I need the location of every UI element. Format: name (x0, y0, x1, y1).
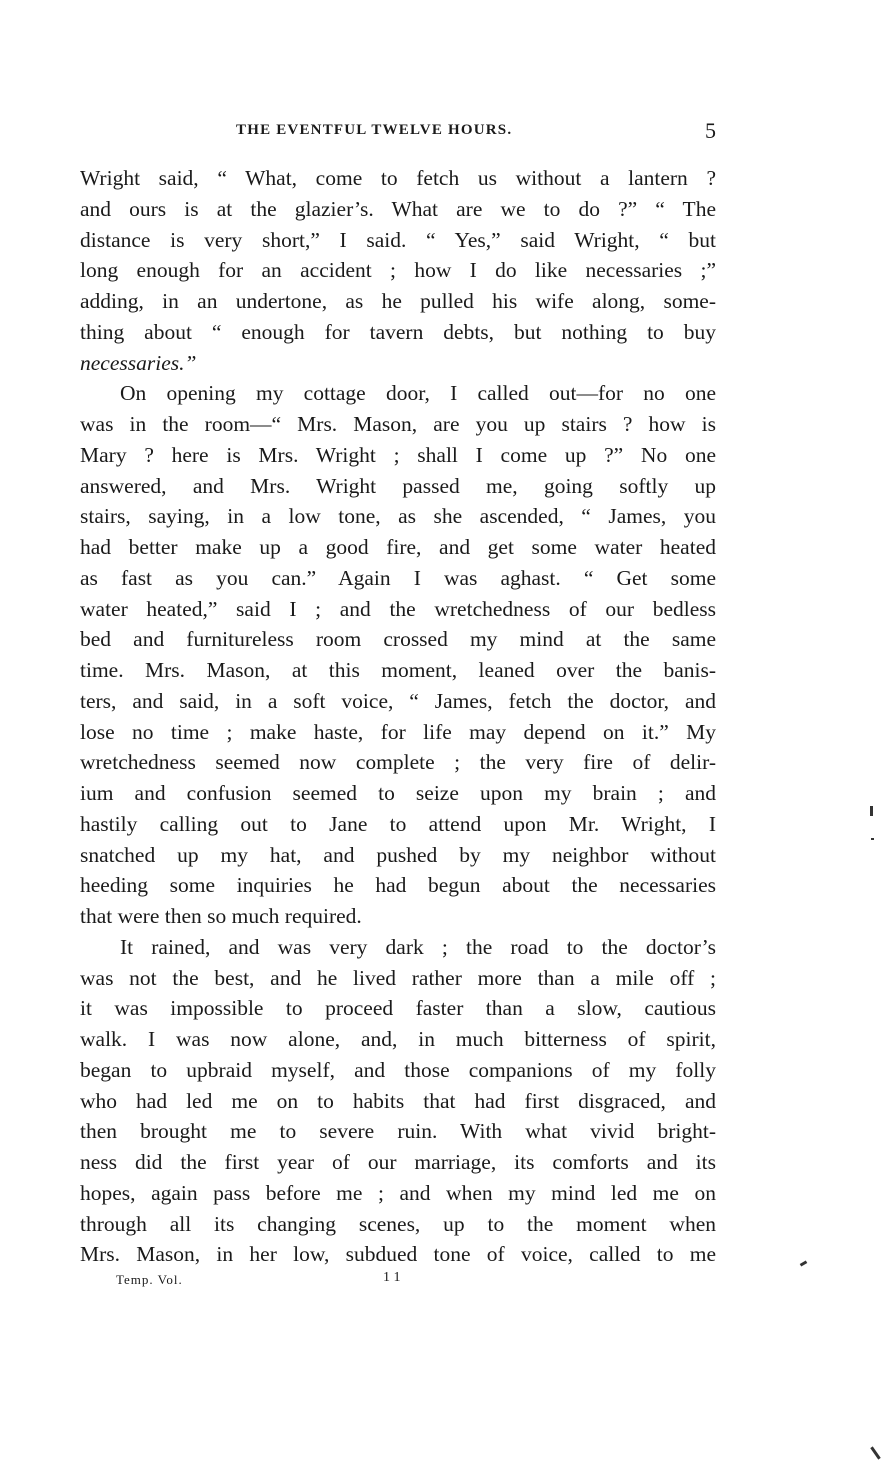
scan-speck (871, 838, 874, 840)
body-text (80, 163, 716, 1270)
text-line: heeding some inquiries he had begun about the necessaries (80, 873, 716, 898)
text-line: answered, and Mrs. Wright passed me, going softly up (80, 473, 716, 498)
text-line: hastily calling out to Jane to attend upon Mr. Wright, I (80, 811, 716, 836)
text-line: walk. I was now alone, and, in much bitterness of spirit, (80, 1027, 716, 1051)
text-line: it was impossible to proceed faster than a slow, cautious (80, 996, 716, 1021)
text-line: long enough for an accident ; how I do like necessaries ;” (80, 258, 716, 283)
text-line: that were then so much required. (80, 904, 362, 928)
paragraph-start: It rained, and was very dark ; the road to the doctor’s (120, 934, 716, 959)
text-line: snatched up my hat, and pushed by my neighbor without (80, 842, 716, 867)
paragraph-start: On opening my cottage door, I called out—for no one (120, 381, 716, 406)
scan-speck (870, 1446, 880, 1459)
text-line: lose no time ; make haste, for life may depend on it.” My (80, 719, 716, 744)
scan-speck (870, 806, 873, 816)
text-line: who had led me on to habits that had first disgraced, and (80, 1088, 716, 1113)
text-line: bed and furnitureless room crossed my mind at the same (80, 627, 716, 652)
text-line: began to upbraid myself, and those companions of my folly (80, 1057, 716, 1082)
signature-mark: 1 1 (383, 1270, 401, 1285)
text-line: and ours is at the glazier’s. What are we to do ?” “ The (80, 196, 716, 221)
text-line: Wright said, “ What, come to fetch us without a lantern ? (80, 166, 716, 190)
text-line: hopes, again pass before me ; and when my mind led me on (80, 1180, 716, 1205)
page-number: 5 (705, 118, 716, 143)
text-line: as fast as you can.” Again I was aghast. “ Get some (80, 565, 716, 590)
text-line: wretchedness seemed now complete ; the very fire of delir- (80, 750, 716, 775)
text-line: water heated,” said I ; and the wretchedness of our bedless (80, 596, 716, 621)
volume-signature: Temp. Vol. (116, 1272, 183, 1287)
text-line: through all its changing scenes, up to the moment when (80, 1211, 716, 1236)
text-line: adding, in an undertone, as he pulled his wife along, some- (80, 289, 716, 313)
text-line: had better make up a good fire, and get some water heated (80, 535, 716, 559)
text-line: was in the room—“ Mrs. Mason, are you up stairs ? how is (80, 412, 716, 436)
text-line: time. Mrs. Mason, at this moment, leaned over the banis- (80, 658, 716, 682)
text-line: necessaries.” (80, 350, 197, 375)
text-line: ness did the first year of our marriage, its comforts and its (80, 1150, 716, 1174)
page-header (80, 118, 716, 148)
text-line: Mrs. Mason, in her low, subdued tone of voice, called to me (80, 1242, 716, 1267)
text-line: Mary ? here is Mrs. Wright ; shall I come up ?” No one (80, 442, 716, 467)
text-line: stairs, saying, in a low tone, as she ascended, “ James, you (80, 504, 716, 529)
text-line: ium and confusion seemed to seize upon my brain ; and (80, 781, 716, 805)
running-head: THE EVENTFUL TWELVE HOURS. (236, 122, 513, 138)
text-line: distance is very short,” I said. “ Yes,” said Wright, “ but (80, 227, 716, 252)
text-line: was not the best, and he lived rather more than a mile off ; (80, 965, 716, 990)
text-line: then brought me to severe ruin. With what vivid bright- (80, 1119, 716, 1144)
text-line: ters, and said, in a soft voice, “ James, fetch the doctor, and (80, 688, 716, 713)
text-line: thing about “ enough for tavern debts, but nothing to buy (80, 319, 716, 344)
scan-speck (800, 1260, 808, 1266)
